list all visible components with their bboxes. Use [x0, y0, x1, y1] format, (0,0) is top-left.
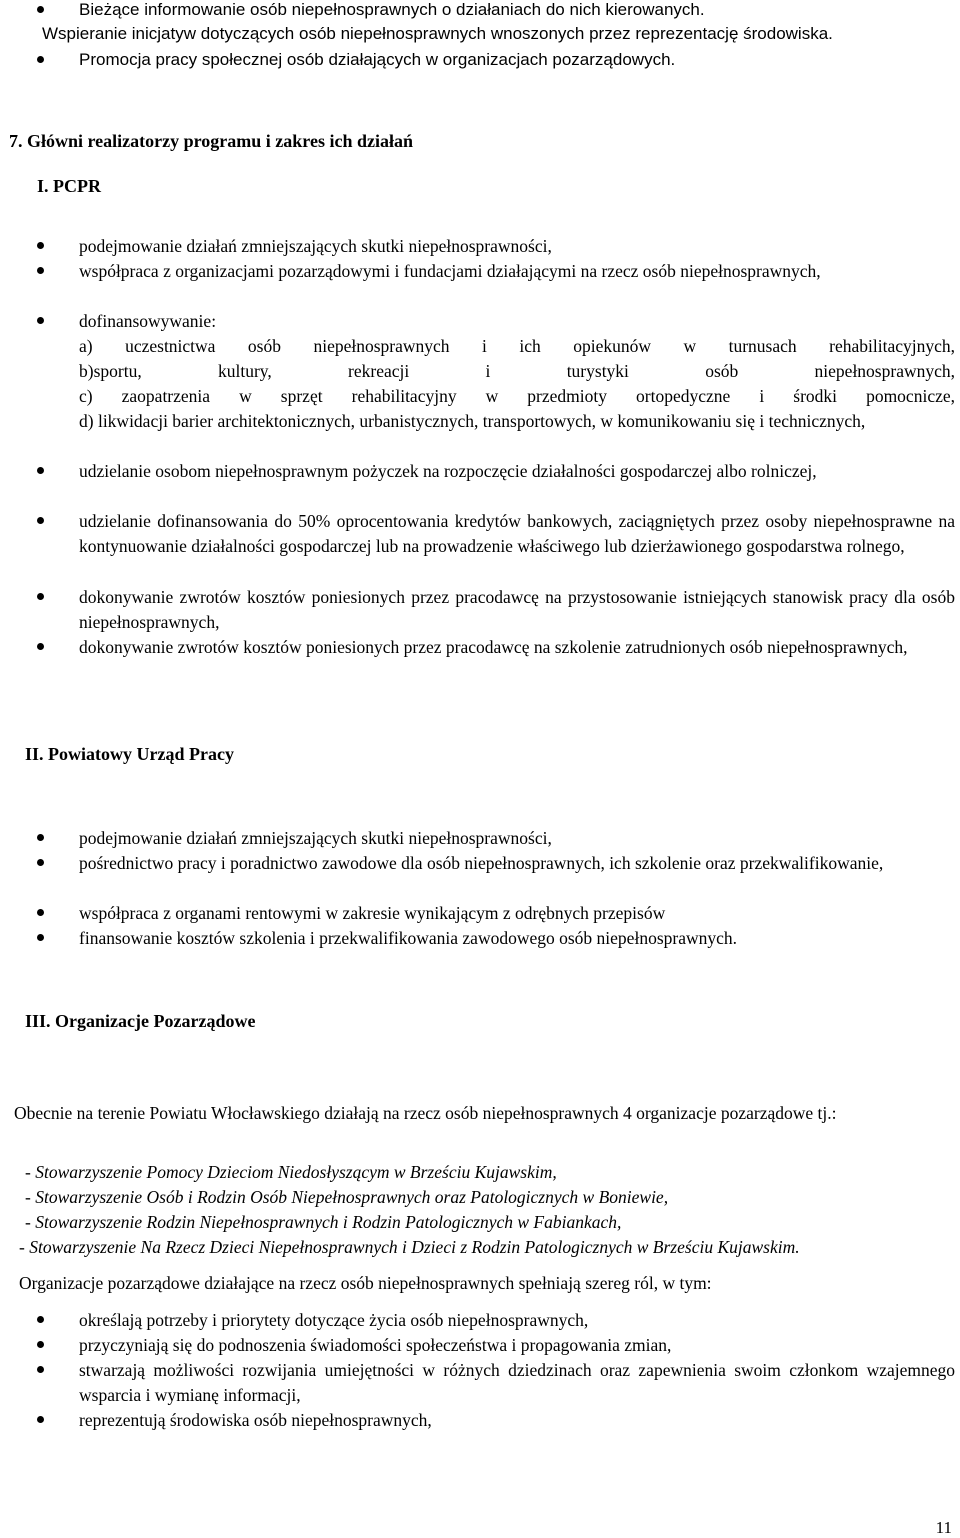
- top-bullet-1: Bieżące informowanie osób niepełnosprawnych o działaniach do nich kierowanych.: [79, 0, 705, 19]
- ngo-role-1: określają potrzeby i priorytety dotyczące życia osób niepełnosprawnych,: [79, 1310, 589, 1330]
- bullet-icon: [37, 1366, 44, 1373]
- ngo-role-3: stwarzają możliwości rozwijania umiejętności w różnych dziedzinach oraz zapewnienia swoim członkom wzajemnego wsparcia i wymianę informacji,: [79, 1360, 955, 1405]
- bullet-icon: [37, 1416, 44, 1423]
- ngo-org-3: - Stowarzyszenie Rodzin Niepełnosprawnych i Rodzin Patologicznych w Fabiankach,: [25, 1212, 622, 1232]
- pup-item-1: podejmowanie działań zmniejszających skutki niepełnosprawności,: [79, 828, 552, 848]
- section-7-title: 7. Główni realizatorzy programu i zakres ich działań: [9, 131, 413, 151]
- pcpr-item-3-b: b)sportu, kultury, rekreacji i turystyki osób niepełnosprawnych,: [79, 361, 955, 381]
- ngo-org-1: - Stowarzyszenie Pomocy Dzieciom Niedosłyszącym w Brześciu Kujawskim,: [25, 1162, 557, 1182]
- bullet-icon: [37, 56, 44, 63]
- bullet-icon: [37, 859, 44, 866]
- pcpr-item-3-a: a) uczestnictwa osób niepełnosprawnych i ich opiekunów w turnusach rehabilitacyjnych,: [79, 336, 955, 356]
- pup-item-3: współpraca z organami rentowymi w zakresie wynikającym z odrębnych przepisów: [79, 903, 666, 923]
- page-number: 11: [935, 1518, 952, 1537]
- ngo-role-2: przyczyniają się do podnoszenia świadomości społeczeństwa i propagowania zmian,: [79, 1335, 672, 1355]
- pcpr-item-2: współpraca z organizacjami pozarządowymi i fundacjami działającymi na rzecz osób niepełnosprawnych,: [79, 261, 821, 281]
- top-plain-line: Wspieranie inicjatyw dotyczących osób niepełnosprawnych wnoszonych przez reprezentację środowiska.: [42, 24, 833, 43]
- bullet-icon: [37, 267, 44, 274]
- pup-item-2: pośrednictwo pracy i poradnictwo zawodowe dla osób niepełnosprawnych, ich szkolenie oraz przekwalifikowanie,: [79, 853, 884, 873]
- bullet-icon: [37, 467, 44, 474]
- ngo-intro: Obecnie na terenie Powiatu Włocławskiego działają na rzecz osób niepełnosprawnych 4 organizacje pozarządowe tj.:: [14, 1103, 837, 1123]
- pcpr-item-3-c: c) zaopatrzenia w sprzęt rehabilitacyjny w przedmioty ortopedyczne i środki pomocnicze,: [79, 386, 955, 406]
- bullet-icon: [37, 317, 44, 324]
- pcpr-item-3-d: d) likwidacji barier architektonicznych, urbanistycznych, transportowych, w komunikowaniu się i technicznych,: [79, 411, 866, 431]
- pup-heading: II. Powiatowy Urząd Pracy: [25, 744, 234, 764]
- bullet-icon: [37, 643, 44, 650]
- bullet-icon: [37, 834, 44, 841]
- bullet-icon: [37, 242, 44, 249]
- pcpr-item-3-intro: dofinansowywanie:: [79, 311, 217, 331]
- ngo-org-2: - Stowarzyszenie Osób i Rodzin Osób Niepełnosprawnych oraz Patologicznych w Boniewie,: [25, 1187, 669, 1207]
- ngo-role-4: reprezentują środowiska osób niepełnosprawnych,: [79, 1410, 432, 1430]
- pcpr-item-4: udzielanie osobom niepełnosprawnym pożyczek na rozpoczęcie działalności gospodarczej albo rolniczej,: [79, 461, 817, 481]
- bullet-icon: [37, 1341, 44, 1348]
- pcpr-heading: I. PCPR: [37, 176, 101, 196]
- ngo-roles-intro: Organizacje pozarządowe działające na rzecz osób niepełnosprawnych spełniają szereg ról, w tym:: [19, 1273, 712, 1293]
- pcpr-item-1: podejmowanie działań zmniejszających skutki niepełnosprawności,: [79, 236, 552, 256]
- pup-item-4: finansowanie kosztów szkolenia i przekwalifikowania zawodowego osób niepełnosprawnych.: [79, 928, 738, 948]
- bullet-icon: [37, 6, 44, 13]
- bullet-icon: [37, 593, 44, 600]
- bullet-icon: [37, 909, 44, 916]
- top-bullet-2: Promocja pracy społecznej osób działających w organizacjach pozarządowych.: [79, 50, 676, 69]
- bullet-icon: [37, 517, 44, 524]
- bullet-icon: [37, 934, 44, 941]
- bullet-icon: [37, 1316, 44, 1323]
- ngo-heading: III. Organizacje Pozarządowe: [25, 1011, 256, 1031]
- pcpr-item-6: dokonywanie zwrotów kosztów poniesionych przez pracodawcę na przystosowanie istniejących stanowisk pracy dla osób niepełnosprawnych,: [79, 587, 955, 632]
- pcpr-item-7: dokonywanie zwrotów kosztów poniesionych przez pracodawcę na szkolenie zatrudnionych osób niepełnosprawnych,: [79, 637, 908, 657]
- ngo-org-4: - Stowarzyszenie Na Rzecz Dzieci Niepełnosprawnych i Dzieci z Rodzin Patologicznych w Brześciu Kujawskim.: [19, 1237, 800, 1257]
- pcpr-item-5: udzielanie dofinansowania do 50% oprocentowania kredytów bankowych, zaciągniętych przez osoby niepełnosprawne na kontynuowanie działalności gospodarczej lub na prowadzenie właściwego lub dzierżawionego gospodarstwa rolnego,: [79, 511, 955, 556]
